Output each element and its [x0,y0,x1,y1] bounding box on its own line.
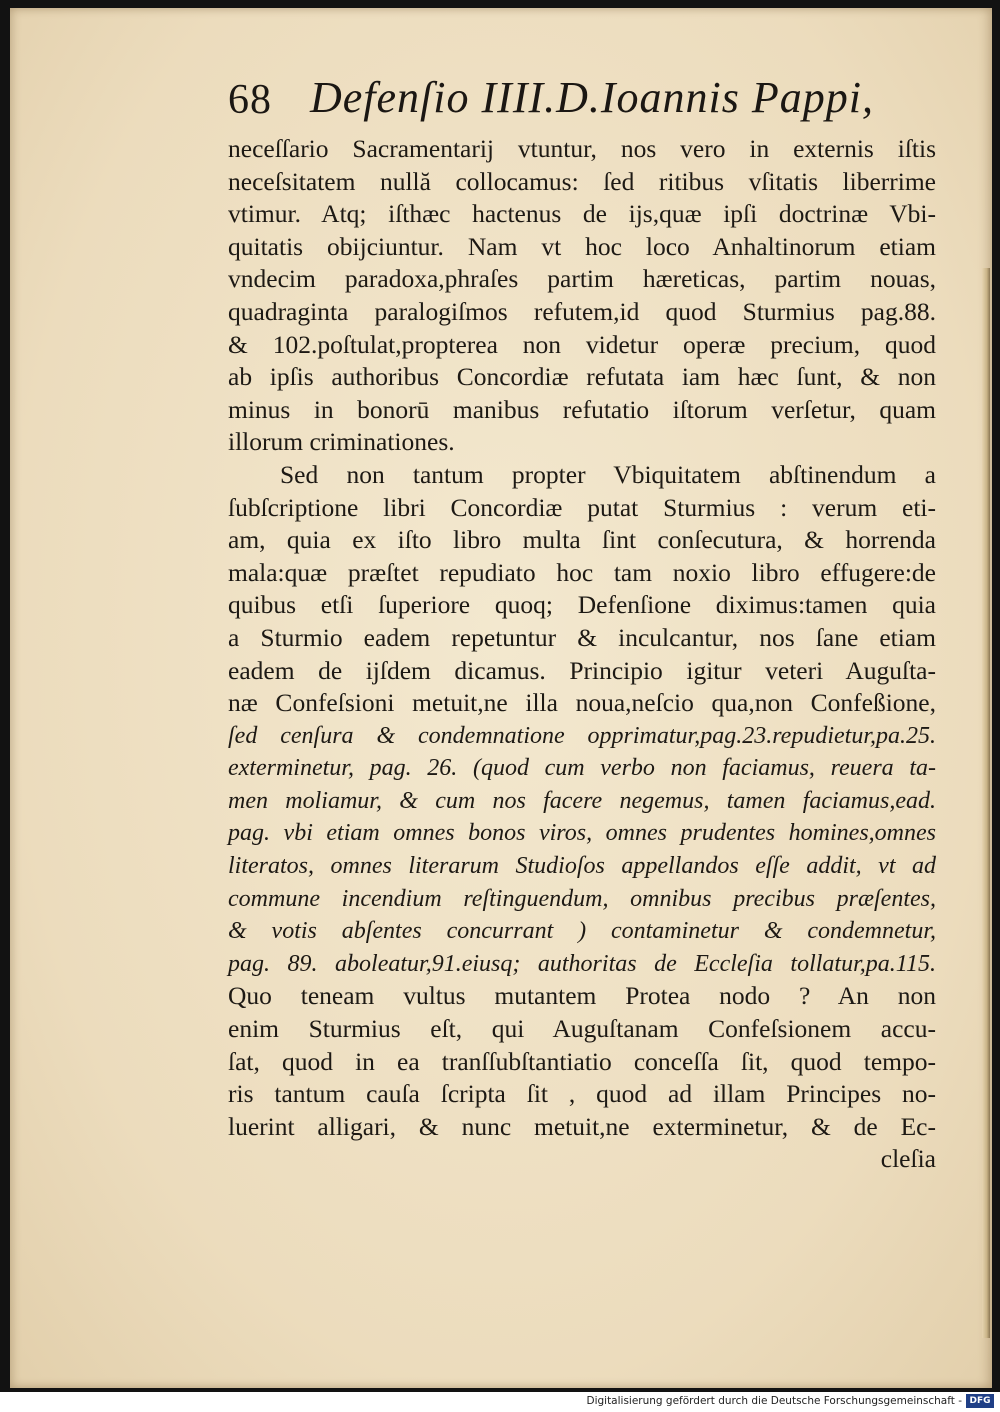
footer-bar [0,1392,1000,1412]
text-line: am, quia ex iſto libro multa ſint conſecutura, & horrenda [228,525,936,555]
text-line: minus in bonorū manibus refutatio iſtorum verſetur, quam [228,394,936,424]
italic-text-line: literatos, omnes literarum Studioſos appellandos eſſe addit, vt ad [228,853,936,880]
text-line: ab ipſis authoribus Concordiæ refutata iam hæc ſunt, & non [228,362,936,392]
italic-text-line: men moliamur, & cum nos facere negemus, tamen faciamus,ead. [228,787,936,814]
italic-text-line: exterminetur, pag. 26. (quod cum verbo non faciamus, reuera ta- [228,755,936,782]
page-header [228,72,874,132]
text-line: luerint alligari, & nunc metuit,ne exterminetur, & de Ec- [228,1111,936,1141]
text-line: & 102.poſtulat,propterea non videtur operæ precium, quod [228,329,936,359]
text-line: quibus etſi ſuperiore quoq; Defenſione diximus:tamen quia [228,590,936,620]
italic-text-line: pag. 89. aboleatur,91.eiusq; authoritas de Eccleſia tollatur,pa.115. [228,950,936,977]
text-line: enim Sturmius eſt, qui Auguſtanam Confeſsionem accu- [228,1014,936,1044]
text-line: eadem de ijſdem dicamus. Principio igitur veteri Auguſta- [228,655,936,685]
text-line: mala:quæ præſtet repudiato hoc tam noxio libro effugere:de [228,557,936,587]
text-line: Quo teneam vultus mutantem Protea nodo ? An non [228,981,936,1011]
italic-text-line: & votis abſentes concurrant ) contaminetur & condemnetur, [228,918,936,945]
text-line: quitatis obijciuntur. Nam vt hoc loco Anhaltinorum etiam [228,231,936,261]
text-line: vtimur. Atq; iſthæc hactenus de ijs,quæ ipſi doctrinæ Vbi- [228,199,936,229]
text-line: neceſſario Sacramentarij vtuntur, nos vero in externis iſtis [228,134,936,163]
text-line: ris tantum cauſa ſcripta ſit , quod ad illam Principes no- [228,1079,936,1109]
dfg-logo: DFG [966,1394,994,1408]
italic-text-line: ſed cenſura & condemnatione opprimatur,pag.23.repudietur,pa.25. [228,722,936,749]
italic-text-line: commune incendium reſtinguendum, omnibus precibus præſentes, [228,885,936,912]
text-line: a Sturmio eadem repetuntur & inculcantur, nos ſane etiam [228,622,936,652]
text-line: næ Confeſsioni metuit,ne illa noua,neſcio qua,non Confeßione, [228,688,936,718]
text-line: vndecim paradoxa,phraſes partim hæreticas, partim nouas, [228,264,936,294]
text-line: ſat, quod in ea tranſſubſtantiatio conceſſa ſit, quod tempo- [228,1046,936,1076]
body-text [228,133,936,1176]
text-line: ſubſcriptione libri Concordiæ putat Sturmius : verum eti- [228,492,936,522]
page-edge [982,268,990,1338]
catchword: cleſia [880,1144,936,1174]
running-title: Defenſio IIII.D.Ioannis Pappi, [310,73,874,122]
page-number: 68 [228,77,272,123]
italic-text-line: pag. vbi etiam omnes bonos viros, omnes prudentes homines,omnes [228,820,936,847]
text-line: illorum criminationes. [228,427,455,457]
text-line: quadraginta paralogiſmos refutem,id quod Sturmius pag.88. [228,296,936,326]
text-line: neceſsitatem nullă collocamus: ſed ritibus vſitatis liberrime [228,166,936,196]
paragraph-start-line: Sed non tantum propter Vbiquitatem abſtinendum a [280,459,936,489]
digitization-credit: Digitalisierung gefördert durch die Deutsche Forschungsgemeinschaft - [586,1395,962,1407]
